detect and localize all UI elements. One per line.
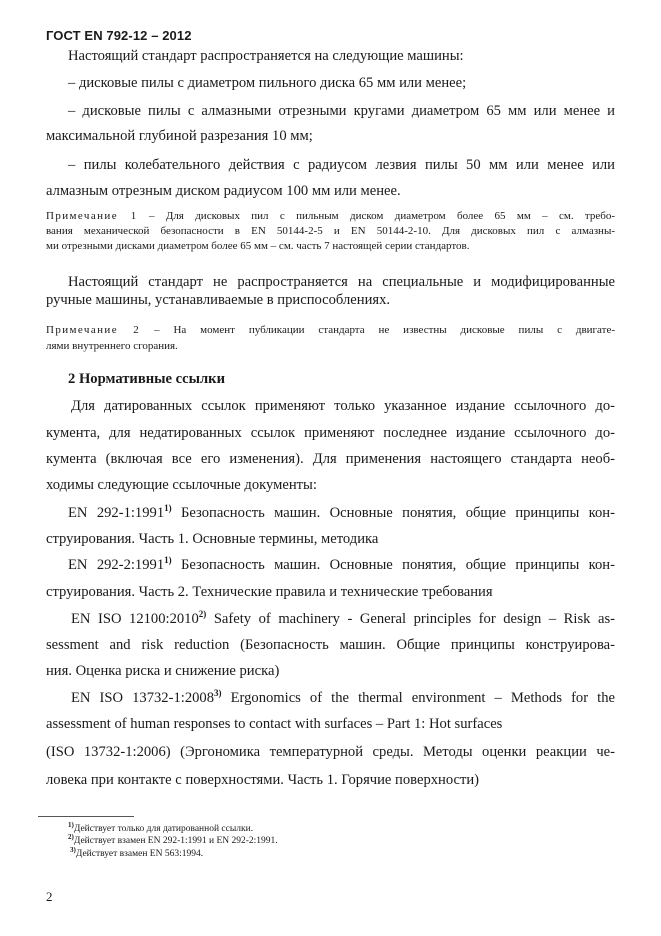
ref-4-footnote-mark: 3) xyxy=(214,688,222,698)
footnote-3-mark: 3) xyxy=(70,846,76,854)
ref-2-title: Безопасность машин. Основные понятия, общие принципы кон- xyxy=(171,557,615,573)
note-2-line-2: лями внутреннего сгорания. xyxy=(46,340,178,352)
scope-item-2-line-1: – дисковые пилы с алмазными отрезными кругами диаметром 65 мм или менее и xyxy=(68,103,615,119)
footnote-2 xyxy=(68,833,278,847)
ref-4-line-4: ловека при контакте с поверхностями. Часть 1. Горячие поверхности) xyxy=(46,772,480,788)
footnote-2-mark: 2) xyxy=(68,833,74,841)
footnote-1-mark: 1) xyxy=(68,821,74,829)
scope-item-2-line-2: максимальной глубиной разрезания 10 мм; xyxy=(46,128,313,144)
note-1-line-2: вания механической безопасности в EN 50144-2-5 и EN 50144-2-10. Для дисковых пил с алмазны- xyxy=(46,225,615,237)
ref-2-code: EN 292-2:1991 xyxy=(68,557,165,573)
footnote-3-text: Действует взамен EN 563:1994. xyxy=(75,849,204,859)
refs-intro-line-2: кумента, для недатированных ссылок применяют последнее издание ссылочного до- xyxy=(46,425,615,441)
footnote-1-text: Действует только для датированной ссылки. xyxy=(73,824,254,834)
note-1-label: Примечание 1 xyxy=(46,210,138,222)
footnote-1 xyxy=(68,821,254,835)
ref-2-line-2: струирования. Часть 2. Технические правила и технические требования xyxy=(46,584,493,600)
ref-1-line-2: струирования. Часть 1. Основные термины, методика xyxy=(46,531,379,547)
standard-header: ГОСТ EN 792-12 – 2012 xyxy=(46,28,192,43)
note-1-line-1 xyxy=(46,210,615,223)
note-1-line-3: ми отрезными дисками диаметром более 65 мм – см. часть 7 настоящей серии стандартов. xyxy=(46,240,470,252)
ref-2-footnote-mark: 1) xyxy=(164,555,172,565)
exclusion-line-2: ручные машины, устанавливаемые в приспособлениях. xyxy=(46,292,391,308)
ref-1-footnote-mark: 1) xyxy=(164,503,172,513)
ref-4-line-3: (ISO 13732-1:2006) (Эргономика температурной среды. Методы оценки реакции че- xyxy=(46,744,615,760)
ref-4-code: EN ISO 13732-1:2008 xyxy=(71,690,215,706)
footnote-2-text: Действует взамен EN 292-1:1991 и EN 292-2:1991. xyxy=(73,836,278,846)
scope-item-3-line-2: алмазным отрезным диском радиусом 100 мм или менее. xyxy=(46,183,401,199)
ref-3-line-2: sessment and risk reduction (Безопасность машин. Общие принципы конструирова- xyxy=(46,637,615,653)
ref-4-line-1 xyxy=(71,690,615,707)
note-2-line-1 xyxy=(46,324,615,337)
note-2-label: Примечание 2 xyxy=(46,324,141,336)
scope-item-1: – дисковые пилы с диаметром пильного диска 65 мм или менее; xyxy=(68,75,467,91)
ref-3-line-1 xyxy=(71,611,615,628)
ref-4-line-2: assessment of human responses to contact with surfaces – Part 1: Hot surfaces xyxy=(46,716,503,732)
refs-intro-line-3: кумента (включая все его изменения). Для применения настоящего стандарта необ- xyxy=(46,451,615,467)
ref-2-line-1 xyxy=(68,557,615,574)
refs-intro-line-1: Для датированных ссылок применяют только указанное издание ссылочного до- xyxy=(71,398,615,414)
section-2-heading: 2 Нормативные ссылки xyxy=(68,371,225,387)
exclusion-line-1: Настоящий стандарт не распространяется на специальные и модифицированные xyxy=(68,274,615,290)
ref-3-code: EN ISO 12100:2010 xyxy=(71,611,199,627)
ref-4-title: Ergonomics of the thermal environment – Methods for the xyxy=(221,690,615,706)
ref-3-line-3: ния. Оценка риска и снижение риска) xyxy=(46,663,280,679)
footnote-separator xyxy=(38,816,134,817)
scope-item-3-line-1: – пилы колебательного действия с радиусом лезвия пилы 50 мм или менее или xyxy=(68,157,615,173)
note-1-text: – Для дисковых пил с пильным диском диаметром более 65 мм – см. требо- xyxy=(148,210,615,222)
ref-3-footnote-mark: 2) xyxy=(198,609,207,619)
ref-1-title: Безопасность машин. Основные понятия, общие принципы кон- xyxy=(171,505,615,521)
ref-3-title: Safety of machinery - General principles for design – Risk as- xyxy=(206,611,615,627)
note-2-text: – На момент публикации стандарта не известны дисковые пилы с двигате- xyxy=(154,324,616,336)
footnote-3 xyxy=(70,846,204,860)
page-number: 2 xyxy=(46,889,53,904)
ref-1-code: EN 292-1:1991 xyxy=(68,505,165,521)
refs-intro-line-4: ходимы следующие ссылочные документы: xyxy=(46,477,317,493)
ref-1-line-1 xyxy=(68,505,615,522)
scope-intro: Настоящий стандарт распространяется на следующие машины: xyxy=(68,48,464,64)
